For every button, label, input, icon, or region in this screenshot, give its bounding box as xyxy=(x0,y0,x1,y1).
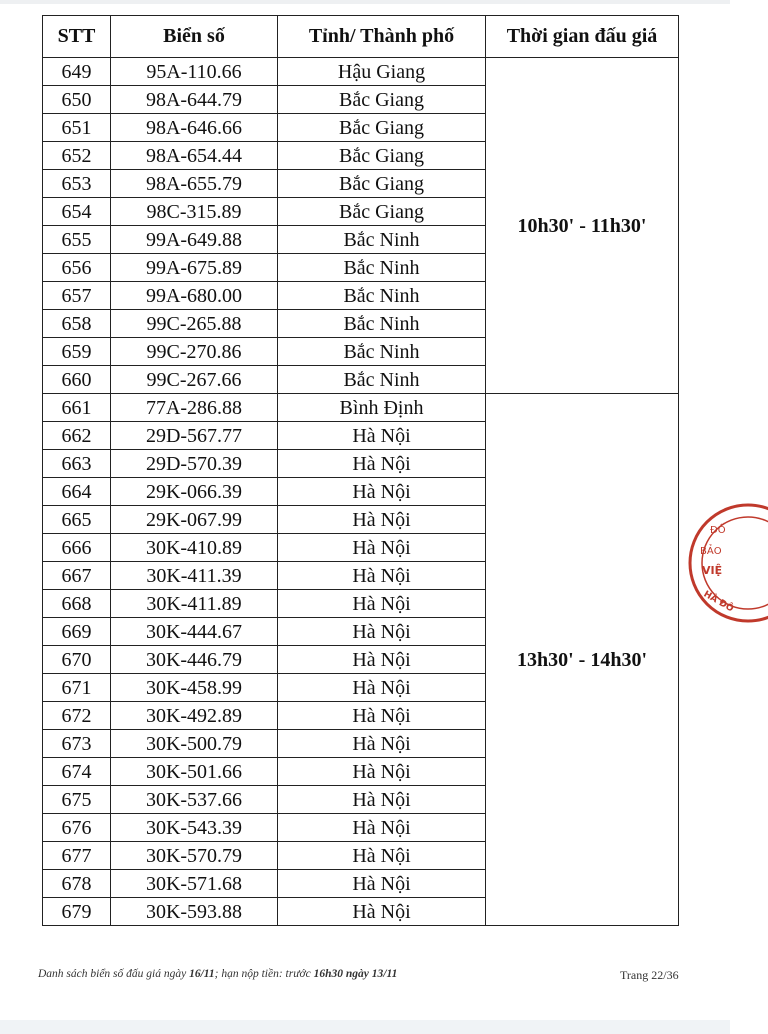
cell-stt: 663 xyxy=(43,450,111,478)
cell-province: Hậu Giang xyxy=(278,58,486,86)
cell-province: Hà Nội xyxy=(278,506,486,534)
cell-province: Bắc Giang xyxy=(278,170,486,198)
stamp-text: ĐỐ xyxy=(710,525,726,536)
cell-plate-number: 30K-571.68 xyxy=(111,870,278,898)
cell-province: Hà Nội xyxy=(278,730,486,758)
cell-plate-number: 99A-675.89 xyxy=(111,254,278,282)
cell-plate-number: 98A-655.79 xyxy=(111,170,278,198)
cell-stt: 658 xyxy=(43,310,111,338)
stamp-text: HÀ ĐÔ xyxy=(701,589,736,615)
cell-province: Hà Nội xyxy=(278,562,486,590)
cell-stt: 661 xyxy=(43,394,111,422)
cell-plate-number: 30K-492.89 xyxy=(111,702,278,730)
cell-plate-number: 99C-267.66 xyxy=(111,366,278,394)
cell-province: Bắc Giang xyxy=(278,198,486,226)
table-header-row xyxy=(43,16,679,58)
cell-plate-number: 30K-410.89 xyxy=(111,534,278,562)
cell-stt: 670 xyxy=(43,646,111,674)
footer-middle: ; hạn nộp tiền: trước xyxy=(214,968,311,980)
cell-stt: 675 xyxy=(43,786,111,814)
cell-province: Hà Nội xyxy=(278,478,486,506)
cell-plate-number: 30K-537.66 xyxy=(111,786,278,814)
cell-plate-number: 30K-444.67 xyxy=(111,618,278,646)
cell-province: Hà Nội xyxy=(278,646,486,674)
table-row xyxy=(43,58,679,86)
cell-province: Bắc Ninh xyxy=(278,282,486,310)
cell-province: Hà Nội xyxy=(278,674,486,702)
cell-auction-time: 10h30' - 11h30' xyxy=(486,58,679,394)
page-number: Trang 22/36 xyxy=(620,968,679,982)
footer-auction-date: 16/11 xyxy=(189,968,215,980)
cell-stt: 656 xyxy=(43,254,111,282)
cell-plate-number: 30K-500.79 xyxy=(111,730,278,758)
cell-stt: 669 xyxy=(43,618,111,646)
cell-plate-number: 30K-570.79 xyxy=(111,842,278,870)
cell-stt: 662 xyxy=(43,422,111,450)
stamp-text: BẢO xyxy=(700,546,722,557)
cell-province: Hà Nội xyxy=(278,450,486,478)
cell-stt: 659 xyxy=(43,338,111,366)
cell-stt: 678 xyxy=(43,870,111,898)
cell-plate-number: 98A-654.44 xyxy=(111,142,278,170)
cell-stt: 650 xyxy=(43,86,111,114)
cell-plate-number: 29K-066.39 xyxy=(111,478,278,506)
table-body xyxy=(43,58,679,926)
cell-plate-number: 77A-286.88 xyxy=(111,394,278,422)
cell-stt: 666 xyxy=(43,534,111,562)
cell-stt: 664 xyxy=(43,478,111,506)
cell-province: Hà Nội xyxy=(278,814,486,842)
cell-stt: 654 xyxy=(43,198,111,226)
cell-province: Hà Nội xyxy=(278,422,486,450)
cell-stt: 649 xyxy=(43,58,111,86)
plate-auction-table xyxy=(42,15,679,926)
cell-stt: 679 xyxy=(43,898,111,926)
cell-province: Hà Nội xyxy=(278,758,486,786)
cell-province: Bắc Ninh xyxy=(278,254,486,282)
cell-province: Hà Nội xyxy=(278,786,486,814)
cell-province: Bình Định xyxy=(278,394,486,422)
cell-plate-number: 29K-067.99 xyxy=(111,506,278,534)
cell-plate-number: 29D-567.77 xyxy=(111,422,278,450)
cell-stt: 667 xyxy=(43,562,111,590)
cell-plate-number: 99C-270.86 xyxy=(111,338,278,366)
cell-stt: 676 xyxy=(43,814,111,842)
header-stt: STT xyxy=(43,16,111,58)
footer-deadline: 16h30 ngày 13/11 xyxy=(313,968,398,980)
cell-plate-number: 99A-649.88 xyxy=(111,226,278,254)
cell-plate-number: 30K-543.39 xyxy=(111,814,278,842)
cell-plate-number: 30K-411.39 xyxy=(111,562,278,590)
cell-stt: 657 xyxy=(43,282,111,310)
cell-province: Bắc Ninh xyxy=(278,226,486,254)
table-row xyxy=(43,394,679,422)
cell-plate-number: 98A-644.79 xyxy=(111,86,278,114)
cell-plate-number: 29D-570.39 xyxy=(111,450,278,478)
cell-province: Hà Nội xyxy=(278,590,486,618)
header-plate-number: Biển số xyxy=(111,16,278,58)
cell-stt: 673 xyxy=(43,730,111,758)
cell-province: Hà Nội xyxy=(278,842,486,870)
stamp-text: VIỆ xyxy=(702,564,723,577)
cell-stt: 651 xyxy=(43,114,111,142)
footer-prefix: Danh sách biển số đấu giá ngày xyxy=(38,968,187,980)
cell-province: Bắc Giang xyxy=(278,142,486,170)
cell-plate-number: 99A-680.00 xyxy=(111,282,278,310)
cell-plate-number: 30K-458.99 xyxy=(111,674,278,702)
cell-stt: 668 xyxy=(43,590,111,618)
cell-plate-number: 98A-646.66 xyxy=(111,114,278,142)
cell-stt: 655 xyxy=(43,226,111,254)
cell-plate-number: 30K-593.88 xyxy=(111,898,278,926)
cell-stt: 671 xyxy=(43,674,111,702)
cell-province: Bắc Giang xyxy=(278,114,486,142)
cell-stt: 672 xyxy=(43,702,111,730)
cell-province: Bắc Ninh xyxy=(278,310,486,338)
scan-edge-bottom xyxy=(0,1020,730,1034)
cell-auction-time: 13h30' - 14h30' xyxy=(486,394,679,926)
cell-province: Bắc Giang xyxy=(278,86,486,114)
cell-stt: 660 xyxy=(43,366,111,394)
cell-plate-number: 98C-315.89 xyxy=(111,198,278,226)
cell-province: Hà Nội xyxy=(278,534,486,562)
header-province: Tỉnh/ Thành phố xyxy=(278,16,486,58)
official-stamp xyxy=(688,488,768,638)
cell-plate-number: 30K-501.66 xyxy=(111,758,278,786)
footer-note xyxy=(38,968,397,980)
cell-stt: 674 xyxy=(43,758,111,786)
cell-plate-number: 30K-411.89 xyxy=(111,590,278,618)
cell-stt: 677 xyxy=(43,842,111,870)
cell-province: Bắc Ninh xyxy=(278,338,486,366)
cell-province: Hà Nội xyxy=(278,898,486,926)
cell-plate-number: 30K-446.79 xyxy=(111,646,278,674)
cell-plate-number: 99C-265.88 xyxy=(111,310,278,338)
cell-province: Hà Nội xyxy=(278,870,486,898)
cell-province: Hà Nội xyxy=(278,702,486,730)
scan-edge-top xyxy=(0,0,730,4)
cell-stt: 653 xyxy=(43,170,111,198)
cell-stt: 652 xyxy=(43,142,111,170)
cell-stt: 665 xyxy=(43,506,111,534)
cell-province: Bắc Ninh xyxy=(278,366,486,394)
cell-province: Hà Nội xyxy=(278,618,486,646)
header-auction-time: Thời gian đấu giá xyxy=(486,16,679,58)
cell-plate-number: 95A-110.66 xyxy=(111,58,278,86)
